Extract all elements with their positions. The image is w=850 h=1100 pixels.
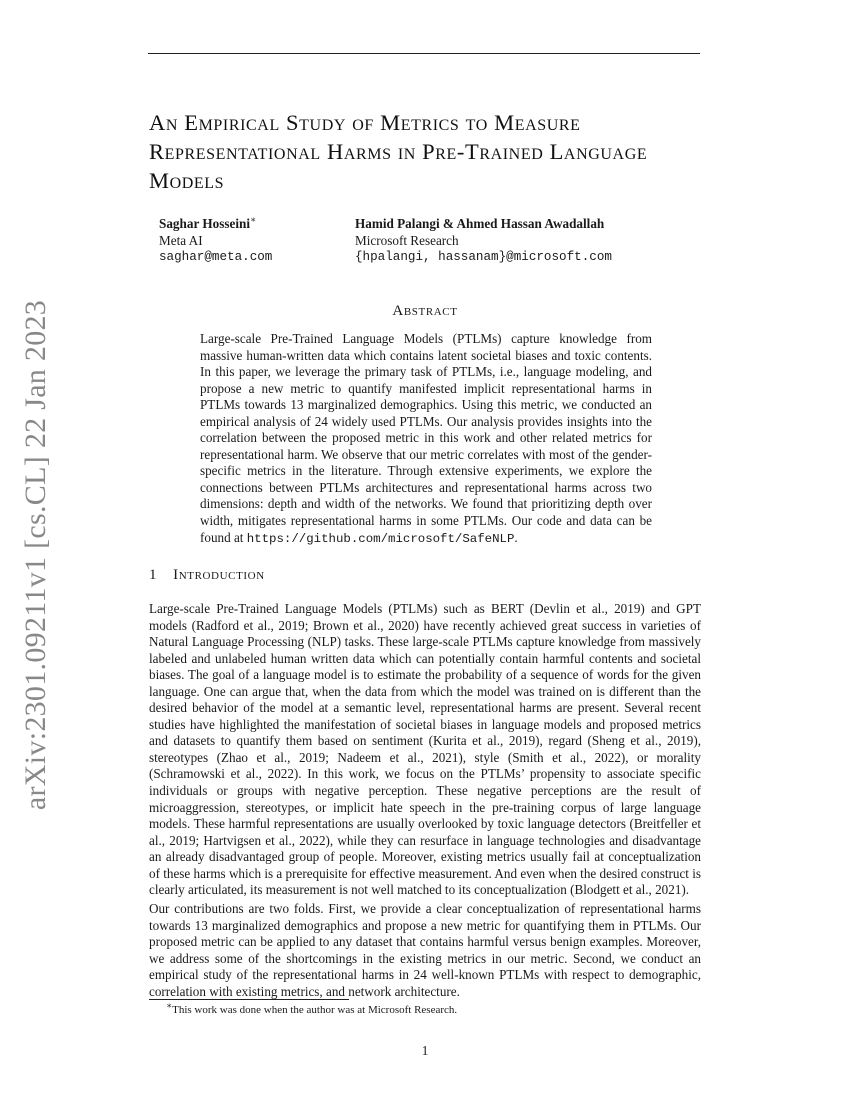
author-block [159,216,272,266]
page-number: 1 [421,1043,429,1058]
intro-paragraph: Our contributions are two folds. First, we provide a clear conceptualization of representational harms towards 13 marginalized demographics and propose a new metric for quantifying them in PTLMs. Our proposed metric can be applied to any dataset that contains harmful versus benign examples. Moreover, we address some of the shortcomings in the existing metrics in our metric. Second, we conduct an empirical study of the representational harms in 24 well-known PTLMs with respect to demographic, correlation with existing metrics, and network architecture. [149,901,701,999]
author-email: saghar@meta.com [159,250,273,264]
author-affiliation: Microsoft Research [355,232,459,248]
abstract-body [200,331,652,547]
section-heading [149,567,265,584]
footnote-text: This work was done when the author was at Microsoft Research. [172,1004,458,1016]
footnote-rule [149,999,349,1000]
abstract-end: . [514,529,518,545]
abstract-text: Large-scale Pre-Trained Language Models (PTLMs) capture knowledge from massive human-written data which contains latent societal biases and toxic contents. In this paper, we leverage the primary task of PTLMs, i.e., language modeling, and propose a new metric to quantify manifested implicit representational harms in PTLMs towards 13 marginalized demographics. Using this metric, we conducted an empirical analysis of 24 widely used PTLMs. Our analysis provides insights into the correlation between the proposed metric in this work and other related metrics for representational harm. We observe that our metric correlates with most of the gender-specific metrics in the literature. Through extensive experiments, we explore the connections between PTLMs architectures and representational harms across two dimensions: depth and width of the networks. We found that prioritizing depth over width, mitigates representational harms in some PTLMs. Our code and data can be found at [200,331,652,545]
top-rule [148,53,700,54]
author-affiliation: Meta AI [159,232,203,248]
author-block [355,216,612,266]
author-footnote-marker: ∗ [250,214,257,225]
abstract-heading: Abstract [392,303,458,319]
section-number: 1 [149,567,158,583]
code-link[interactable]: https://github.com/microsoft/SafeNLP [246,531,515,546]
footnote [166,1000,458,1017]
author-name: Hamid Palangi & Ahmed Hassan Awadallah [355,216,605,231]
section-title: Introduction [173,567,265,583]
arxiv-identifier: arXiv:2301.09211v1 [cs.CL] 22 Jan 2023 [19,299,53,811]
author-email: {hpalangi, hassanam}@microsoft.com [355,250,612,264]
footnote-marker: ∗ [166,1000,173,1011]
intro-paragraph: Large-scale Pre-Trained Language Models (PTLMs) such as BERT (Devlin et al., 2019) and GPT models (Radford et al., 2019; Brown et al., 2020) have recently achieved great success in varieties of Natural Language Processing (NLP) tasks. These large-scale PTLMs capture knowledge from massively labeled and unlabeled human written data which can potentially contain harmful contents and societal biases. The goal of a language model is to estimate the probability of a sequence of words for the given language. One can argue that, when the data from which the model was trained on is different than the desired behavior of the model at a semantic level, representational harms are present. Several recent studies have highlighted the manifestation of societal biases in language models and proposed metrics and datasets to quantify them based on sentiment (Kurita et al., 2019), regard (Sheng et al., 2019), stereotypes (Zhao et al., 2019; Nadeem et al., 2021), style (Smith et al., 2022), or morality (Schramowski et al., 2022). In this work, we focus on the PTLMs’ propensity to associate specific individuals or groups with negative perception. These negative perceptions are the result of microaggression, stereotypes, or implicit hate speech in the pre-training corpus of large language models. These harmful representations are usually overlooked by toxic language detectors (Breitfeller et al., 2019; Hartvigsen et al., 2022), while they can resurface in language technologies and disadvantage an already disadvantaged group of people. Moreover, existing metrics usually fail at conceptualization of these harms which is a prerequisite for effective measurement. And even when the desired construct is clearly articulated, its measurement is not well matched to its conceptualization (Blodgett et al., 2021). [149,601,701,898]
paper-title: An Empirical Study of Metrics to Measure Representational Harms in Pre-Trained Language Models [149,110,648,193]
author-name: Saghar Hosseini [159,216,250,231]
arxiv-stamp [5,300,67,810]
